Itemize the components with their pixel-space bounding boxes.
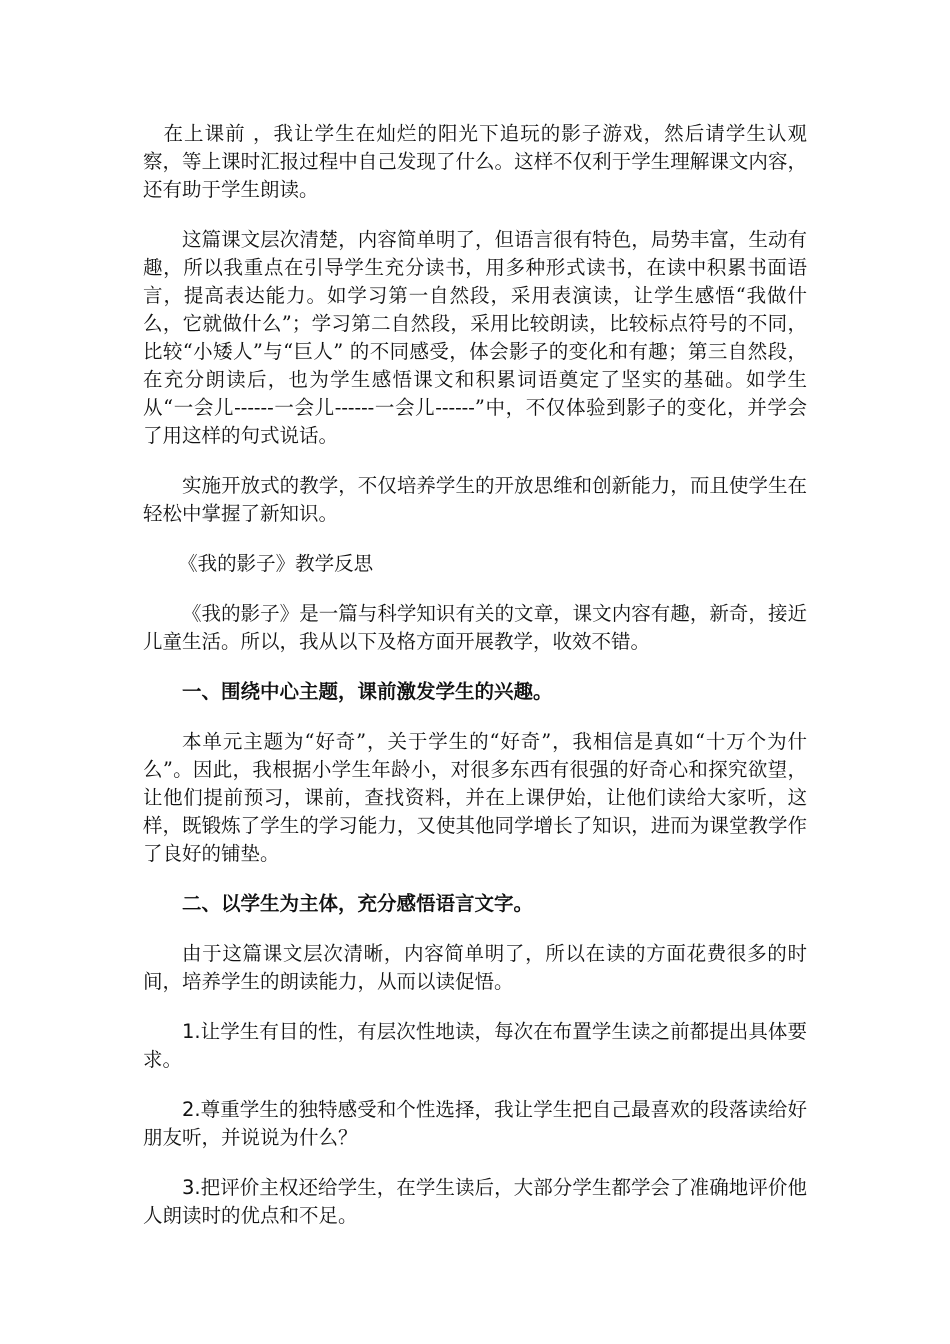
paragraph-reading-time: 由于这篇课文层次清晰，内容简单明了，所以在读的方面花费很多的时间，培养学生的朗读能力，从而以读促悟。 [143, 942, 807, 993]
heading-one: 一、围绕中心主题，课前激发学生的兴趣。 [182, 680, 553, 703]
document-body [143, 120, 807, 1252]
paragraph-open-teaching: 实施开放式的教学，不仅培养学生的开放思维和创新能力，而且使学生在轻松中掌握了新知识。 [143, 474, 807, 525]
list-item [143, 1174, 807, 1230]
list-item-number: 1. [182, 1020, 201, 1043]
list-item [143, 1018, 807, 1074]
list-item-number: 2. [182, 1098, 201, 1121]
paragraph-reading-methods: 这篇课文层次清楚，内容简单明了，但语言很有特色，局势丰富，生动有趣，所以我重点在引导学生充分读书，用多种形式读书，在读中积累书面语言，提高表达能力。如学习第一自然段，采用表演读，让学生感悟“我做什么，它就做什么”；学习第二自然段，采用比较朗读，比较标点符号的不同，比较“小矮人”与“巨人” 的不同感受，体会影子的变化和有趣；第三自然段，在充分朗读后，也为学生感悟课文和积累词语奠定了坚实的基础。如学生从“一会儿------一会儿------一会儿------”中，不仅体验到影子的变化，并学会了用这样的句式说话。 [143, 228, 807, 447]
heading-two: 二、以学生为主体，充分感悟语言文字。 [182, 892, 534, 915]
paragraph-intro: 《我的影子》是一篇与科学知识有关的文章，课文内容有趣，新奇，接近儿童生活。所以，我从以下及格方面开展教学，收效不错。 [143, 602, 807, 653]
list-item-text: 让学生有目的性，有层次性地读，每次在布置学生读之前都提出具体要求。 [143, 1020, 807, 1071]
list-item [143, 1096, 807, 1152]
list-item-text: 把评价主权还给学生，在学生读后，大部分学生都学会了准确地评价他人朗读时的优点和不足。 [143, 1176, 807, 1227]
paragraph-preclass-activity: 在上课前 ，我让学生在灿烂的阳光下追玩的影子游戏，然后请学生认观察，等上课时汇报过程中自己发现了什么。这样不仅利于学生理解课文内容，还有助于学生朗读。 [143, 122, 807, 201]
list-item-text: 尊重学生的独特感受和个性选择，我让学生把自己最喜欢的段落读给好朋友听，并说说为什么？ [143, 1098, 807, 1149]
list-item-number: 3. [182, 1176, 201, 1199]
section-title: 《我的影子》教学反思 [178, 552, 374, 575]
paragraph-curiosity: 本单元主题为“好奇”，关于学生的“好奇”，我相信是真如“十万个为什么”。因此，我根据小学生年龄小，对很多东西有很强的好奇心和探究欲望，让他们提前预习，课前，查找资料，并在上课伊始，让他们读给大家听，这样，既锻炼了学生的学习能力，又使其他同学增长了知识，进而为课堂教学作了良好的铺垫。 [143, 730, 807, 865]
